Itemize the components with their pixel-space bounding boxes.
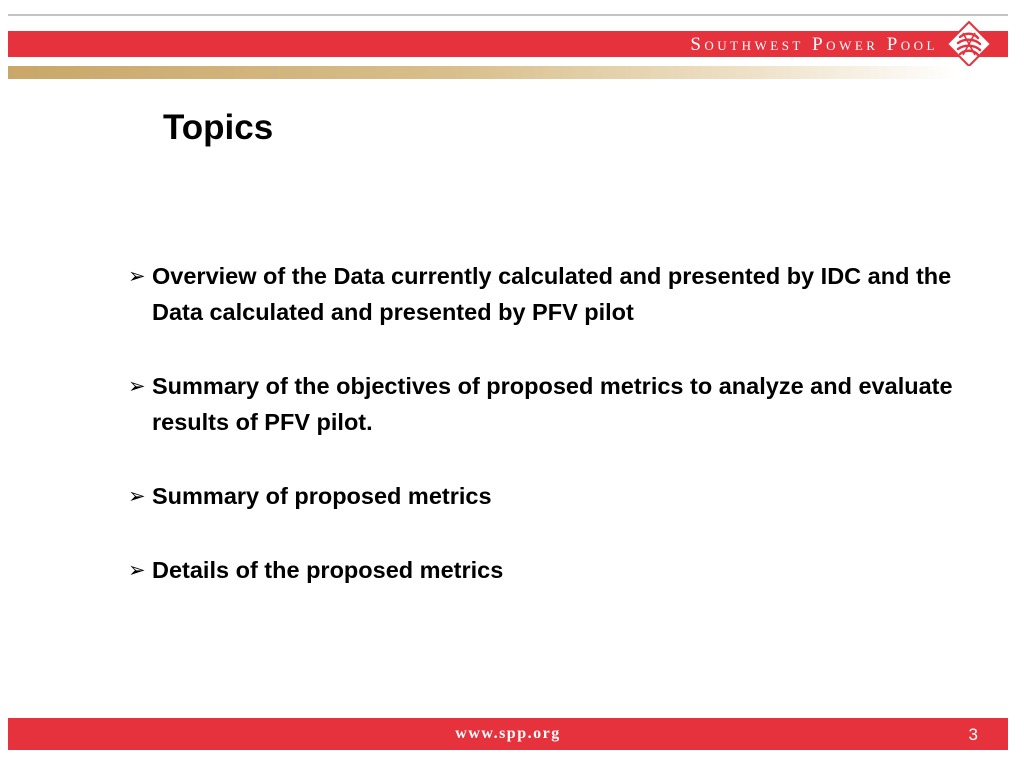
gold-accent-band <box>8 66 1008 79</box>
bullet-text: Overview of the Data currently calculated and presented by IDC and the Data calculated and presented by PFV pilot <box>152 263 952 325</box>
top-divider <box>8 14 1008 16</box>
arrow-bullet-icon: ➢ <box>128 484 146 508</box>
arrow-bullet-icon: ➢ <box>128 558 146 582</box>
arrow-bullet-icon: ➢ <box>128 374 146 398</box>
footer-url-link[interactable]: www.spp.org <box>455 725 561 742</box>
bullet-text: Details of the proposed metrics <box>152 557 504 583</box>
bullet-item <box>128 478 988 514</box>
bullet-list <box>128 258 988 588</box>
slide-title: Topics <box>163 108 274 147</box>
bullet-item <box>128 258 988 330</box>
brand-name: Southwest Power Pool <box>690 34 938 55</box>
footer-bar <box>8 718 1008 750</box>
header-bar <box>8 31 1008 57</box>
spp-diamond-logo-icon <box>946 21 992 67</box>
bullet-text: Summary of the objectives of proposed metrics to analyze and evaluate results of PFV pilot. <box>152 373 953 435</box>
bullet-item <box>128 552 988 588</box>
page-number: 3 <box>968 725 978 744</box>
bullet-text: Summary of proposed metrics <box>152 483 492 509</box>
bullet-item <box>128 368 988 440</box>
arrow-bullet-icon: ➢ <box>128 264 146 288</box>
